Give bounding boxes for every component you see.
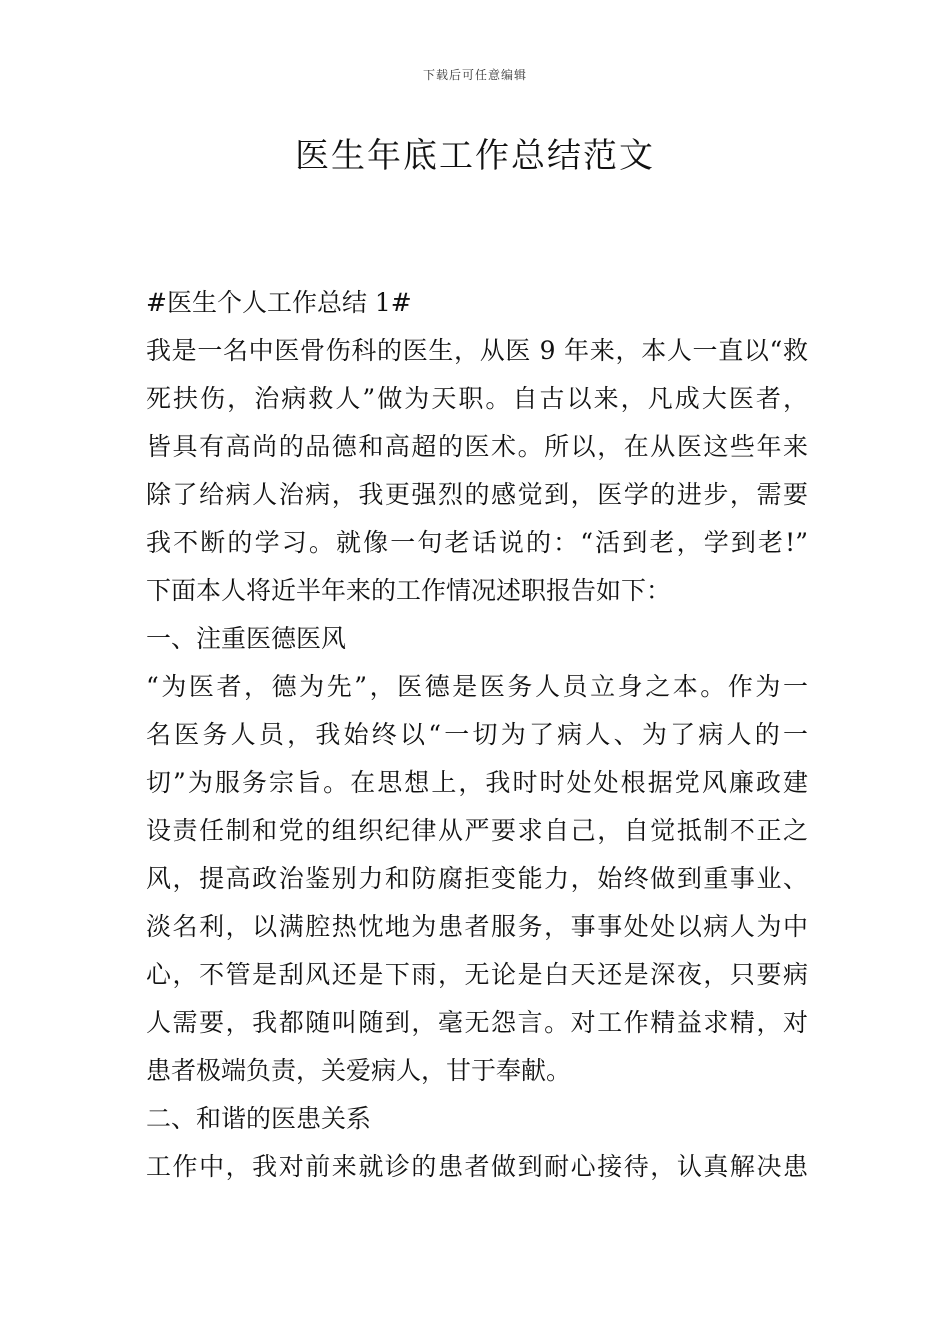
body-line: 一、注重医德医风 — [146, 624, 347, 653]
body-line: 风，提高政治鉴别力和防腐拒变能力，始终做到重事业、 — [146, 864, 808, 893]
body-line: 二、和谐的医患关系 — [146, 1104, 372, 1133]
body-line: #医生个人工作总结 1# — [146, 288, 412, 317]
document-body — [146, 279, 808, 1191]
body-line: 我是一名中医骨伤科的医生，从医 9 年来，本人一直以“救 — [146, 336, 808, 365]
body-line: 名医务人员，我始终以“一切为了病人、为了病人的一 — [146, 720, 808, 749]
body-line: 皆具有高尚的品德和高超的医术。所以，在从医这些年来 — [146, 432, 808, 461]
body-line: 设责任制和党的组织纪律从严要求自己，自觉抵制不正之 — [146, 816, 808, 845]
header-note: 下载后可任意编辑 — [422, 68, 527, 82]
document-title: 医生年底工作总结范文 — [295, 136, 655, 176]
body-line: 我不断的学习。就像一句老话说的：“活到老，学到老!” — [146, 528, 808, 557]
body-line: 淡名利，以满腔热忱地为患者服务，事事处处以病人为中 — [146, 912, 808, 941]
body-line: “为医者，德为先”，医德是医务人员立身之本。作为一 — [146, 672, 808, 701]
body-line: 心，不管是刮风还是下雨，无论是白天还是深夜，只要病 — [146, 960, 808, 989]
body-line: 除了给病人治病，我更强烈的感觉到，医学的进步，需要 — [146, 480, 808, 509]
body-line: 患者极端负责，关爱病人，甘于奉献。 — [146, 1056, 572, 1085]
body-line: 人需要，我都随叫随到，毫无怨言。对工作精益求精，对 — [146, 1008, 808, 1037]
body-line: 工作中，我对前来就诊的患者做到耐心接待，认真解决患 — [146, 1152, 808, 1181]
body-line: 切”为服务宗旨。在思想上，我时时处处根据党风廉政建 — [146, 768, 808, 797]
body-line: 下面本人将近半年来的工作情况述职报告如下： — [146, 576, 672, 605]
body-line: 死扶伤，治病救人”做为天职。自古以来，凡成大医者， — [146, 384, 808, 413]
